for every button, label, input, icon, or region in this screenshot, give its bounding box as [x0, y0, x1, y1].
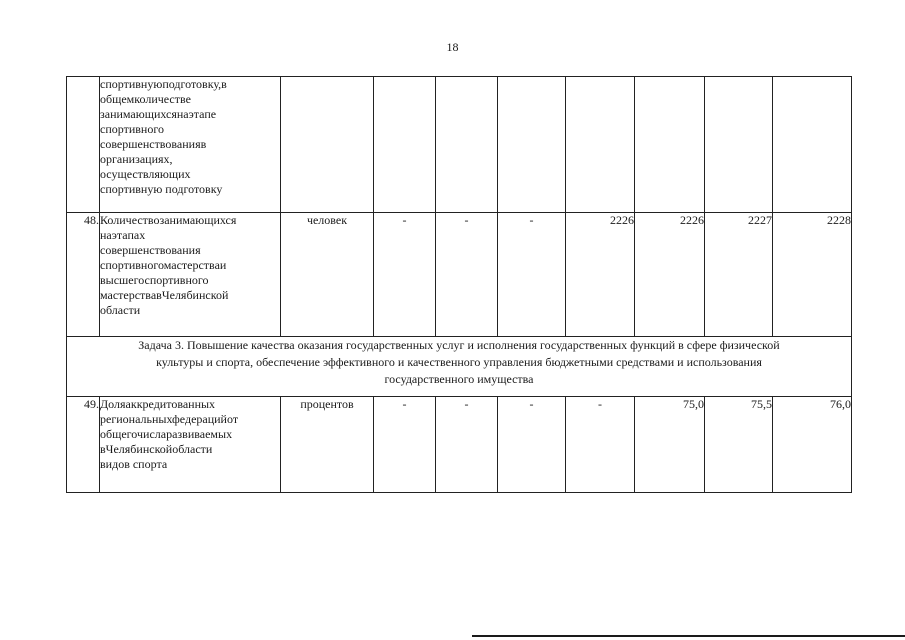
name-line — [100, 258, 280, 273]
task-line: культуры и спорта, обеспечение эффективного и качественного управления бюджетными средствами и использования — [156, 355, 762, 369]
task-line: Задача 3. Повышение качества оказания государственных услуг и исполнения государственных функций в сфере физической — [138, 338, 780, 352]
name-line — [100, 397, 280, 412]
name-line — [100, 288, 280, 303]
name-line — [100, 412, 280, 427]
name-line — [100, 77, 280, 92]
row-number — [67, 77, 100, 213]
unit-cell: человек — [281, 213, 374, 337]
value-cell — [705, 77, 773, 213]
value-cell: 2226 — [566, 213, 635, 337]
name-line — [100, 92, 280, 107]
name-line: области — [100, 303, 141, 317]
name-word: высшего — [100, 273, 145, 287]
name-line — [100, 273, 280, 288]
name-word: в — [100, 442, 106, 456]
name-word: общем — [100, 92, 135, 106]
indicator-name — [100, 397, 281, 493]
name-line — [100, 427, 280, 442]
name-word: федераций — [172, 412, 227, 426]
value-cell: - — [498, 397, 566, 493]
name-word: занимающихся — [100, 107, 177, 121]
value-cell: 76,0 — [773, 397, 852, 493]
name-word: развиваемых — [166, 427, 233, 441]
name-line: спортивного — [100, 122, 164, 136]
unit-cell: процентов — [281, 397, 374, 493]
value-cell — [374, 77, 436, 213]
value-cell: 2226 — [635, 213, 705, 337]
name-line — [100, 228, 280, 243]
task-line: государственного имущества — [384, 372, 534, 386]
value-cell — [566, 77, 635, 213]
row-number: 48. — [67, 213, 100, 337]
name-line — [100, 137, 280, 152]
name-word: спортивного — [100, 258, 164, 272]
name-word: на — [176, 107, 189, 121]
bottom-rule — [472, 635, 905, 637]
table-row — [67, 213, 852, 337]
name-word: в — [221, 77, 227, 91]
value-cell: 2228 — [773, 213, 852, 337]
name-word: области — [172, 442, 213, 456]
name-word: занимающихся — [159, 213, 237, 227]
name-word: Челябинской — [161, 288, 229, 302]
name-line: спортивную подготовку — [100, 182, 223, 196]
table-row — [67, 397, 852, 493]
name-word: на — [100, 228, 112, 242]
value-cell: - — [498, 213, 566, 337]
table-row — [67, 77, 852, 213]
indicators-table — [66, 76, 852, 493]
value-cell: - — [436, 397, 498, 493]
name-word: Челябинской — [105, 442, 173, 456]
value-cell: - — [566, 397, 635, 493]
name-word: Количество — [100, 213, 160, 227]
value-cell — [436, 77, 498, 213]
value-cell: 2227 — [705, 213, 773, 337]
value-cell: - — [374, 397, 436, 493]
name-word: региональных — [100, 412, 173, 426]
name-word: мастерства — [100, 288, 157, 302]
value-cell — [635, 77, 705, 213]
page-number: 18 — [446, 40, 459, 54]
name-word: от — [226, 412, 239, 426]
name-line — [100, 107, 280, 122]
row-number: 49. — [67, 397, 100, 493]
value-cell: - — [436, 213, 498, 337]
name-word: аккредитованных — [125, 397, 216, 411]
name-line: организациях, — [100, 152, 173, 166]
name-word: мастерства — [163, 258, 220, 272]
name-word: и — [219, 258, 227, 272]
name-word: этапе — [188, 107, 217, 121]
name-line — [100, 213, 280, 228]
name-word: общего — [100, 427, 137, 441]
name-word: спортивную — [100, 77, 163, 91]
indicator-name — [100, 77, 281, 213]
name-line: совершенствования — [100, 243, 201, 257]
name-line — [100, 442, 280, 457]
name-word: совершенствования — [100, 137, 201, 151]
value-cell — [773, 77, 852, 213]
name-word: подготовку, — [162, 77, 222, 91]
name-word: числа — [136, 427, 167, 441]
unit-cell — [281, 77, 374, 213]
value-cell — [498, 77, 566, 213]
indicator-name — [100, 213, 281, 337]
name-word: спортивного — [144, 273, 209, 287]
name-word: этапах — [111, 228, 146, 242]
name-line: видов спорта — [100, 457, 168, 471]
value-cell: - — [374, 213, 436, 337]
name-word: в — [156, 288, 162, 302]
name-word: количестве — [134, 92, 191, 106]
value-cell: 75,5 — [705, 397, 773, 493]
name-word: Доля — [100, 397, 126, 411]
value-cell: 75,0 — [635, 397, 705, 493]
name-line: осуществляющих — [100, 167, 191, 181]
task-row — [67, 337, 852, 397]
name-word: в — [200, 137, 207, 151]
task-heading — [67, 337, 852, 397]
